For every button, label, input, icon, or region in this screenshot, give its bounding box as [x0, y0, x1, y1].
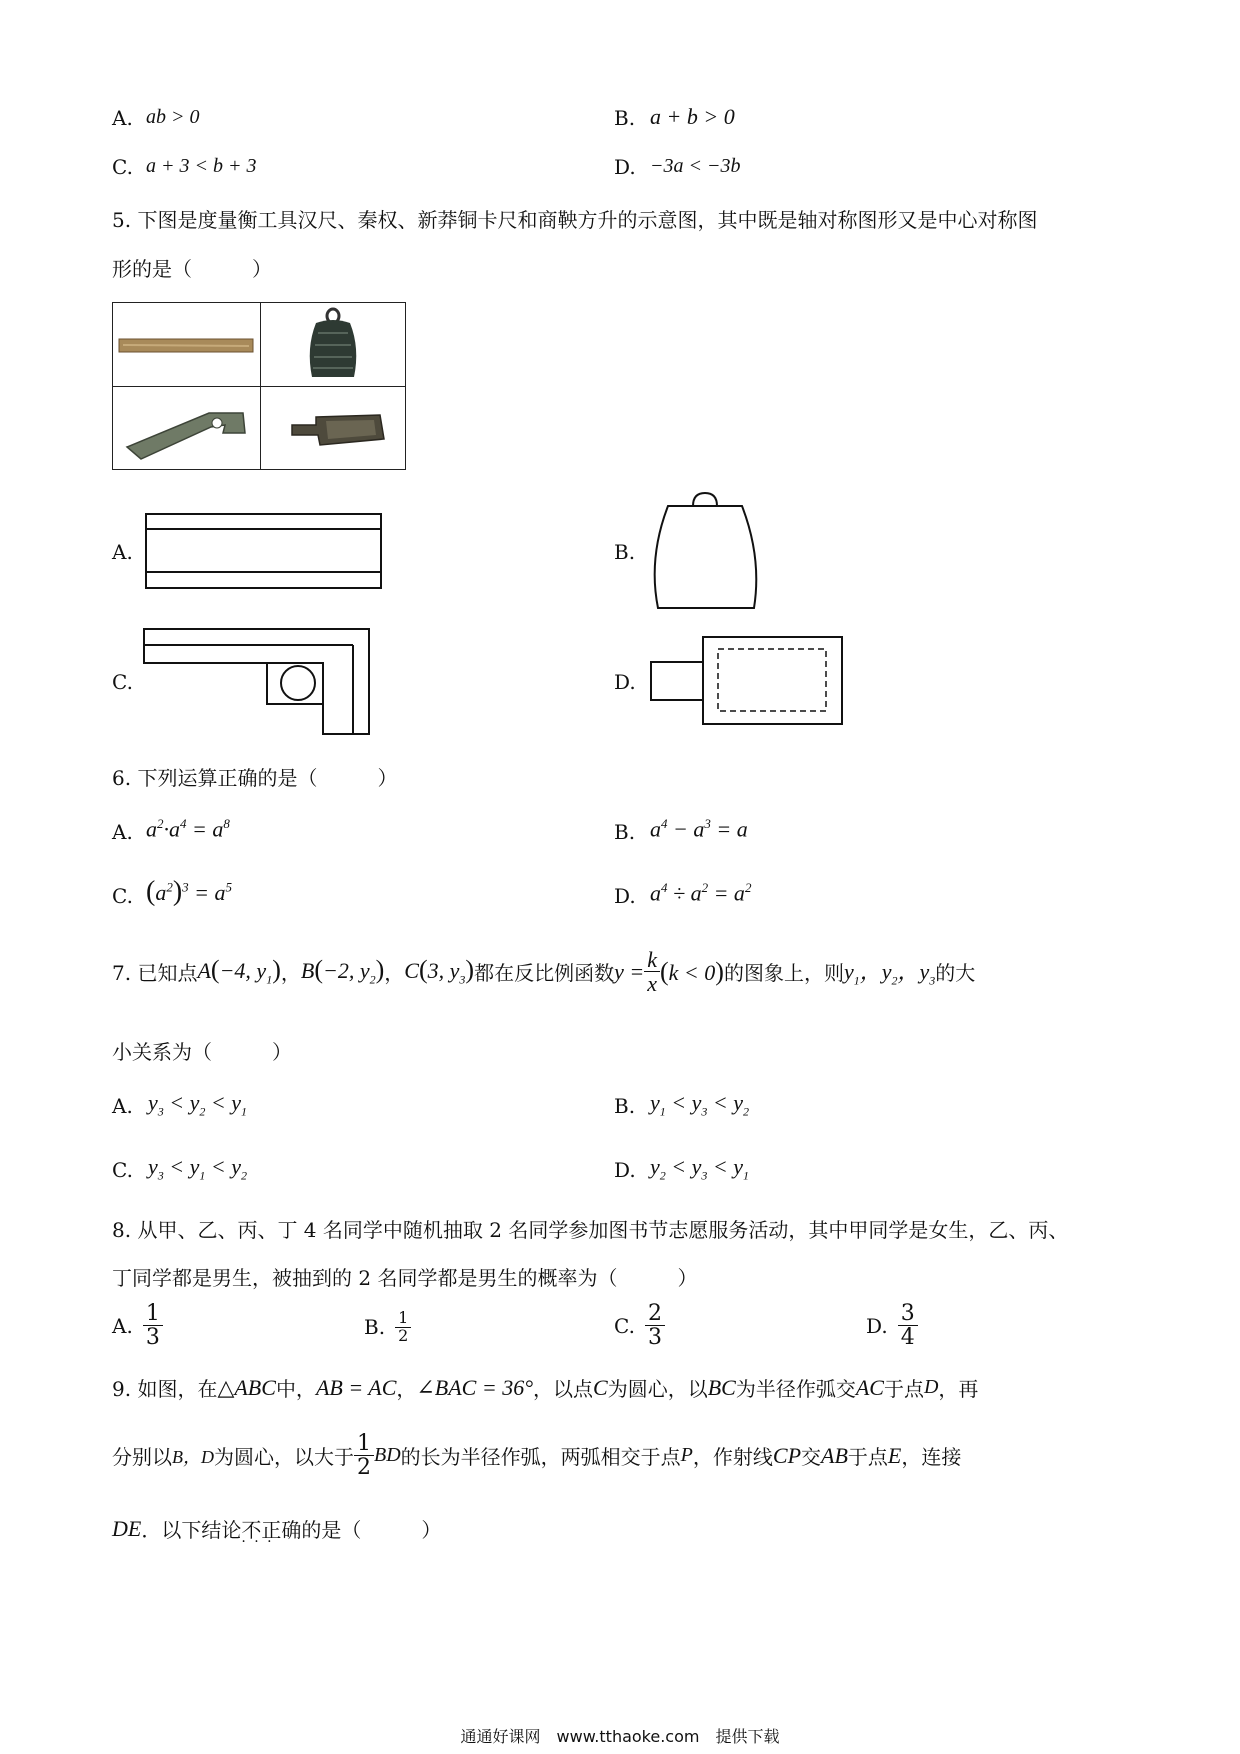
- q7-option-b-expr: $y_1 < y_3 < y_2$: [650, 1090, 750, 1119]
- q7-vars: $y_1$，$y_2$，$y_3$: [843, 958, 936, 988]
- q9-point-c: C: [593, 1374, 608, 1400]
- q6-option-d-expr: $a^4 \div a^2 = a^2$: [650, 880, 752, 906]
- q6-option-a-label: A.: [112, 820, 133, 844]
- q6-option-b-expr: $a^4 - a^3 = a$: [650, 816, 748, 842]
- q8-option-d-label: D.: [866, 1313, 888, 1338]
- q9-line1-e: ，再: [938, 1377, 979, 1401]
- q9-b-d: B，D: [172, 1446, 214, 1467]
- q4-option-c-expr: a + 3 < b + 3: [146, 155, 257, 177]
- q9-line2-pre: 分别以: [112, 1445, 172, 1470]
- q5-option-c-label: C.: [112, 670, 133, 694]
- q5-option-c-figure: [143, 628, 373, 736]
- q8-option-a-fraction: $\frac{1}{3}$: [143, 1302, 163, 1349]
- q5-photo-grid: [112, 302, 406, 470]
- q6-option-b-label: B.: [614, 820, 636, 844]
- q6-option-c-label: C.: [112, 884, 133, 908]
- q9-line1-b: 为圆心，以: [607, 1377, 708, 1401]
- q9-line1-pre: 9. 如图，在: [112, 1377, 218, 1401]
- shangyang-measure-photo: [260, 387, 407, 471]
- q8-stem-line2: 丁同学都是男生，被抽到的 2 名同学都是男生的概率为（ ）: [112, 1266, 698, 1290]
- q8-option-c-label: C.: [614, 1313, 635, 1338]
- q7-stem-mid: 都在反比例函数: [474, 961, 615, 986]
- q9-point-d: D: [923, 1376, 939, 1398]
- q4-option-a-expr: ab > 0: [146, 106, 200, 128]
- q9-line2-b: 的长为半径作弧，两弧相交于点: [400, 1445, 681, 1470]
- q5-option-a-figure: [145, 513, 383, 589]
- q7-function: y =: [614, 958, 645, 984]
- q8-option-c-fraction: $\frac{2}{3}$: [645, 1302, 665, 1349]
- q9-line2-e: 于点: [847, 1445, 888, 1470]
- q8-option-d-fraction: $\frac{3}{4}$: [898, 1302, 918, 1349]
- q5-option-d-figure: [650, 636, 844, 726]
- q9-bc: BC: [707, 1374, 736, 1400]
- q7-option-d-label: D.: [614, 1158, 636, 1182]
- q9-line2-d: 交: [801, 1445, 822, 1470]
- q9-line1-c: 为半径作弧交: [735, 1377, 856, 1401]
- q9-ab-eq-ac: AB = AC: [315, 1374, 397, 1400]
- q9-line2-c: ，作射线: [692, 1445, 773, 1470]
- q5-stem-line1: 5. 下图是度量衡工具汉尺、秦权、新莽铜卡尺和商鞅方升的示意图，其中既是轴对称图形又是中心对称图: [112, 208, 1038, 232]
- q4-option-a-label: A.: [112, 106, 133, 130]
- q8-stem-line1: 8. 从甲、乙、丙、丁 4 名同学中随机抽取 2 名同学参加图书节志愿服务活动，其中甲同学是女生，乙、丙、: [112, 1218, 1069, 1242]
- q9-line2-a: 为圆心，以大于: [214, 1445, 354, 1470]
- q9-point-p: P: [680, 1444, 693, 1467]
- xinmang-caliper-photo: [113, 387, 260, 471]
- q8-option-a: [112, 1302, 163, 1349]
- q8-option-b: [364, 1310, 411, 1345]
- q9-ab: AB: [821, 1442, 848, 1468]
- q4-option-c-label: C.: [112, 155, 133, 179]
- q7-point-a: A(−4, $y_1$): [197, 955, 281, 987]
- q9-de: DE: [112, 1515, 142, 1541]
- q9-bd: BD: [374, 1444, 401, 1467]
- q9-stem-line1: 9. 如图，在 △ABC 中， AB = AC ， ∠BAC = 36° ，以点 C 为圆心，以 BC 为半径作弧交 AC 于点 D ，再: [112, 1374, 979, 1401]
- q9-angle-bac: ∠BAC = 36°: [416, 1374, 534, 1400]
- q9-line1-d: 于点: [883, 1377, 924, 1401]
- q6-stem: 6. 下列运算正确的是（ ）: [112, 766, 398, 790]
- page-footer: 通通好课网 www.tthaoke.com 提供下载: [460, 1727, 780, 1746]
- q9-stem-line2: [112, 1432, 961, 1479]
- q6-option-a-expr: $a^2\cdot a^4 = a^8$: [146, 816, 230, 842]
- q9-line3-emphasis: 不正确 · · ·: [241, 1514, 301, 1543]
- q5-option-b-figure: [650, 490, 760, 615]
- q9-half-fraction: $\frac{1}{2}$: [354, 1432, 374, 1479]
- q7-stem-line1: 7. 已知点 A(−4, $y_1$) ， B(−2, $y_2$) ， C(3, $y_3$) 都在反比例函数 y = $\frac{k}{x}$ (k < 0) 的图象上，则 $y_1$，$y_2$，$y_3$ 的大: [112, 947, 976, 997]
- q8-option-c: [614, 1302, 665, 1349]
- q7-stem-end: 的大: [935, 961, 976, 986]
- qin-weight-photo: [260, 303, 407, 387]
- q9-line1-post: ，以点: [533, 1377, 594, 1401]
- han-ruler-photo: [113, 303, 260, 387]
- q7-option-c-label: C.: [112, 1158, 133, 1182]
- q8-option-b-fraction: $\frac{1}{2}$: [395, 1310, 411, 1345]
- q8-option-a-label: A.: [112, 1313, 133, 1338]
- q7-option-a-expr: $y_3 < y_2 < y_1$: [148, 1090, 248, 1119]
- q5-option-d-label: D.: [614, 670, 636, 694]
- q7-option-a-label: A.: [112, 1094, 133, 1118]
- q9-cp: CP: [772, 1442, 802, 1468]
- q9-stem-line3: DE ． 以下结论 不正确 · · · 的是（ ）: [112, 1514, 441, 1543]
- q7-option-c-expr: $y_3 < y_1 < y_2$: [148, 1154, 248, 1183]
- q4-option-b-label: B.: [614, 106, 636, 130]
- q7-point-c: C(3, $y_3$): [404, 955, 475, 987]
- q6-option-c-expr: $(a^2)^3 = a^5$: [146, 876, 233, 907]
- q7-point-b: B(−2, $y_2$): [300, 955, 385, 987]
- q9-ac: AC: [855, 1374, 884, 1400]
- q7-stem-post: 的图象上，则: [723, 961, 844, 986]
- q6-option-d-label: D.: [614, 884, 636, 908]
- q4-option-d-expr: −3a < −3b: [650, 155, 741, 177]
- q4-option-d-label: D.: [614, 155, 636, 179]
- q7-stem-line2: 小关系为（ ）: [112, 1040, 292, 1064]
- q9-line3-b: 的是（ ）: [301, 1518, 442, 1542]
- q7-option-d-expr: $y_2 < y_3 < y_1$: [650, 1154, 750, 1183]
- q5-stem-line2: 形的是（ ）: [112, 257, 272, 281]
- q9-line3-a: 以下结论: [161, 1518, 242, 1542]
- q8-option-d: [866, 1302, 918, 1349]
- q8-option-b-label: B.: [364, 1315, 386, 1340]
- q5-option-b-label: B.: [614, 540, 636, 564]
- q7-option-b-label: B.: [614, 1094, 636, 1118]
- q9-point-e: E: [887, 1442, 902, 1468]
- q7-function-fraction: $\frac{k}{x}$: [644, 948, 660, 995]
- q9-line2-f: ，连接: [901, 1445, 962, 1470]
- q9-triangle: △ABC: [217, 1374, 276, 1400]
- q7-condition: (k < 0): [659, 956, 724, 986]
- q4-option-b-expr: a + b > 0: [650, 104, 735, 129]
- q7-stem-pre: 7. 已知点: [112, 961, 198, 986]
- q5-option-a-label: A.: [112, 540, 133, 564]
